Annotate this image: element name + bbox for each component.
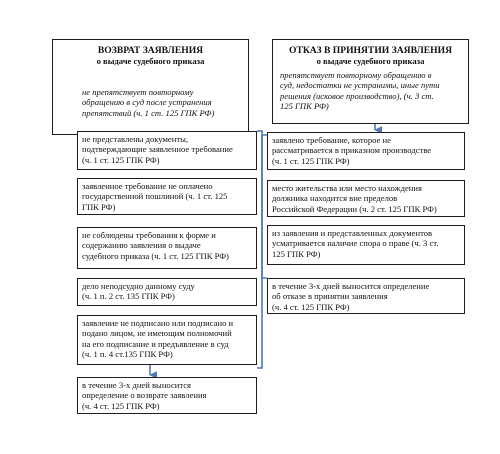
right-item-3-text: из заявления и представленных документов усматривается наличие спора о праве (ч. 3 ст. 125 ГПК РФ) xyxy=(272,228,439,259)
left-item-2 xyxy=(77,178,257,215)
left-item-2-text: заявленное требование не оплачено государственной пошлиной (ч. 1 ст. 125 ГПК РФ) xyxy=(82,181,228,212)
right-final-text: в течение 3-х дней выносится определение об отказе в принятии заявления (ч. 4 ст. 125 ГПК РФ) xyxy=(272,281,430,312)
left-subtitle: о выдаче судебного приказа xyxy=(96,56,205,66)
right-final-box xyxy=(267,278,465,314)
right-item-3 xyxy=(267,225,465,265)
left-item-3 xyxy=(77,227,257,269)
left-item-5-text: заявление не подписано или подписано и подано лицом, не имеющим полномочий на его подписание и предъявление в суд (ч. 1 п. 4 ст.135 ГПК РФ) xyxy=(82,318,234,360)
left-title: ВОЗВРАТ ЗАЯВЛЕНИЯ xyxy=(97,45,204,56)
right-item-1-text: заявлено требование, которое не рассматривается в приказном производстве (ч. 1 ст. 125 ГПК РФ) xyxy=(272,135,432,166)
left-item-5 xyxy=(77,315,257,365)
left-note: не препятствует повторному обращению в суд после устранения препятствий (ч. 1 ст. 125 ГПК РФ) xyxy=(82,87,215,118)
right-note: препятствует повторному обращению в суд, недостатки не устранимы, иные пути решения (исковое производство), (ч. 3 ст. 125 ГПК РФ) xyxy=(280,70,440,112)
right-title: ОТКАЗ В ПРИНЯТИИ ЗАЯВЛЕНИЯ xyxy=(288,45,453,56)
left-item-4-text: дело неподсудно данному суду (ч. 1 п. 2 ст. 135 ГПК РФ) xyxy=(82,281,195,302)
right-subtitle: о выдаче судебного приказа xyxy=(316,56,425,66)
left-item-1-text: не представлены документы, подтверждающие заявленное требование (ч. 1 ст. 125 ГПК РФ) xyxy=(82,134,233,165)
right-item-2-text: место жительства или место нахождения должника находится вне пределов Российской Федерации (ч. 2 ст. 125 ГПК РФ) xyxy=(272,183,437,214)
left-final-box xyxy=(77,377,257,414)
right-item-2 xyxy=(267,180,465,217)
right-item-1 xyxy=(267,132,465,170)
left-item-3-text: не соблюдены требования к форме и содержанию заявления о выдаче судебного приказа (ч. 1 ст. 125 ГПК РФ) xyxy=(82,230,229,261)
left-item-1 xyxy=(77,131,257,170)
left-final-text: в течение 3-х дней выносится определение о возврате заявления (ч. 4 ст. 125 ГПК РФ) xyxy=(82,380,207,411)
left-bracket-line xyxy=(257,131,262,368)
left-item-4 xyxy=(77,278,257,306)
